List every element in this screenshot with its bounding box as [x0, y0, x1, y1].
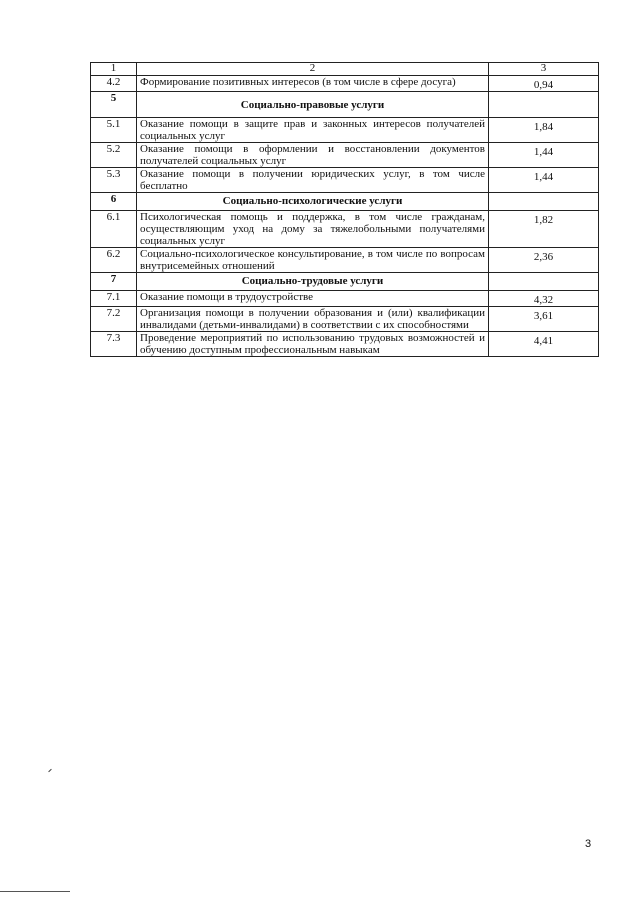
section-title: Социально-психологические услуги	[137, 193, 489, 211]
section-number: 7	[91, 273, 137, 291]
section-title: Социально-трудовые услуги	[137, 273, 489, 291]
row-number: 5.3	[91, 168, 137, 193]
column-number-2: 2	[137, 63, 489, 76]
section-row	[91, 273, 599, 291]
row-number: 6.1	[91, 211, 137, 248]
row-number: 5.1	[91, 118, 137, 143]
page-number: 3	[585, 838, 592, 850]
scan-speck	[48, 769, 52, 773]
row-number: 7.3	[91, 332, 137, 357]
service-value: 1,84	[489, 118, 599, 143]
service-name: Оказание помощи в защите прав и законных интересов получателей социальных услуг	[137, 118, 489, 143]
service-name: Организация помощи в получении образования и (или) квалификации инвалидами (детьми-инвалидами) в соответствии с их способностями	[137, 307, 489, 332]
section-number: 5	[91, 92, 137, 118]
service-name: Формирование позитивных интересов (в том числе в сфере досуга)	[137, 76, 489, 92]
table-row	[91, 76, 599, 92]
table-row	[91, 291, 599, 307]
section-empty-cell	[489, 92, 599, 118]
service-value: 3,61	[489, 307, 599, 332]
table-row	[91, 168, 599, 193]
service-value: 4,41	[489, 332, 599, 357]
service-value: 1,44	[489, 143, 599, 168]
service-name: Оказание помощи в получении юридических услуг, в том числе бесплатно	[137, 168, 489, 193]
table-row	[91, 248, 599, 273]
service-name: Психологическая помощь и поддержка, в том числе гражданам, осуществляющим уход на дому за тяжелобольными получателями социальных услуг	[137, 211, 489, 248]
table-row	[91, 143, 599, 168]
column-number-3: 3	[489, 63, 599, 76]
services-tariff-table	[90, 62, 599, 357]
bottom-rule	[0, 891, 70, 892]
table-row	[91, 211, 599, 248]
service-name: Оказание помощи в трудоустройстве	[137, 291, 489, 307]
row-number: 5.2	[91, 143, 137, 168]
row-number: 7.1	[91, 291, 137, 307]
service-value: 2,36	[489, 248, 599, 273]
column-number-1: 1	[91, 63, 137, 76]
table-row	[91, 332, 599, 357]
section-empty-cell	[489, 193, 599, 211]
column-number-row	[91, 63, 599, 76]
section-number: 6	[91, 193, 137, 211]
section-title: Социально-правовые услуги	[137, 92, 489, 118]
service-value: 4,32	[489, 291, 599, 307]
service-value: 0,94	[489, 76, 599, 92]
service-name: Социально-психологическое консультирование, в том числе по вопросам внутрисемейных отношений	[137, 248, 489, 273]
section-row	[91, 92, 599, 118]
table-row	[91, 118, 599, 143]
row-number: 6.2	[91, 248, 137, 273]
section-row	[91, 193, 599, 211]
row-number: 7.2	[91, 307, 137, 332]
service-name: Проведение мероприятий по использованию трудовых возможностей и обучению доступным профессиональным навыкам	[137, 332, 489, 357]
service-name: Оказание помощи в оформлении и восстановлении документов получателей социальных услуг	[137, 143, 489, 168]
section-empty-cell	[489, 273, 599, 291]
table-row	[91, 307, 599, 332]
row-number: 4.2	[91, 76, 137, 92]
service-value: 1,44	[489, 168, 599, 193]
service-value: 1,82	[489, 211, 599, 248]
